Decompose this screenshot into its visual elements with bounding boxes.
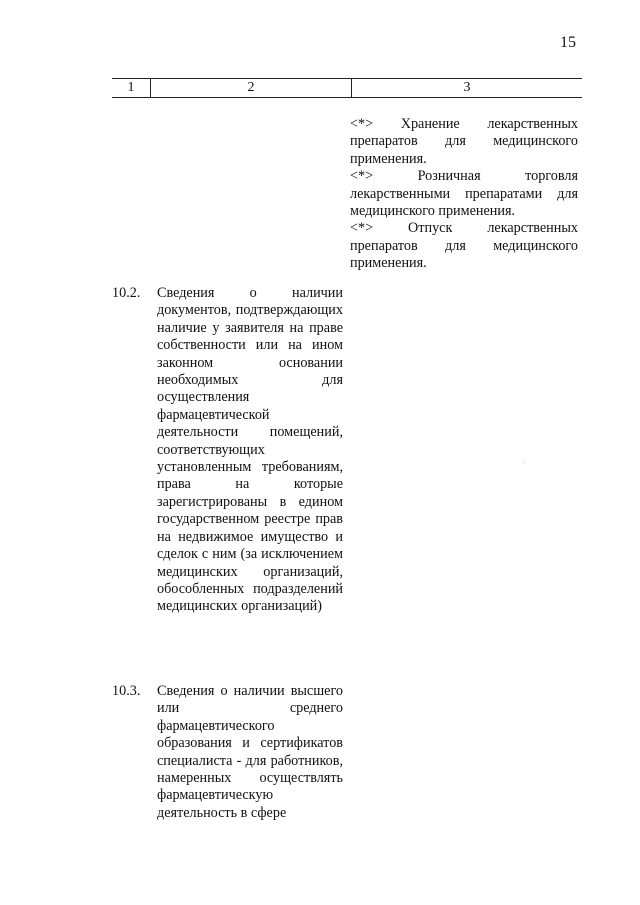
table-header-col-1: 1 xyxy=(112,79,151,97)
table-header-col-3: 3 xyxy=(463,80,471,95)
page-number: 15 xyxy=(560,34,576,51)
note-retail: <*> Розничная торговля лекарственными препаратами для медицинского применения. xyxy=(350,168,578,220)
row-text-10-3 xyxy=(157,683,343,822)
row-text-10-2 xyxy=(157,285,343,616)
row-number-10-3: 10.3. xyxy=(112,683,141,699)
scan-speck xyxy=(524,462,525,463)
row-number-10-2: 10.2. xyxy=(112,285,141,301)
row-text-10-2-content: Сведения о наличии документов, подтверждающих наличие у заявителя на праве собственности или на ином законном основании необходимых для осуществления фармацевтической деятельности помещений, соответствующих установленным требованиям, права на которые зарегистрированы в едином государственном реестре прав на недвижимое имущество и сделок с ним (за исключением медицинских организаций, обособленных подразделений медицинских организаций) xyxy=(157,285,343,615)
table-header xyxy=(112,78,582,98)
column-3-notes xyxy=(350,116,578,273)
note-dispensing: <*> Отпуск лекарственных препаратов для медицинского применения. xyxy=(350,220,578,272)
note-storage: <*> Хранение лекарственных препаратов для медицинского применения. xyxy=(350,116,578,167)
row-text-10-3-content: Сведения о наличии высшего или среднего фармацевтического образования и сертификатов специалиста - для работников, намеренных осуществлять фармацевтическую деятельность в сфере xyxy=(157,683,343,821)
table-header-col-2: 2 xyxy=(151,79,352,97)
